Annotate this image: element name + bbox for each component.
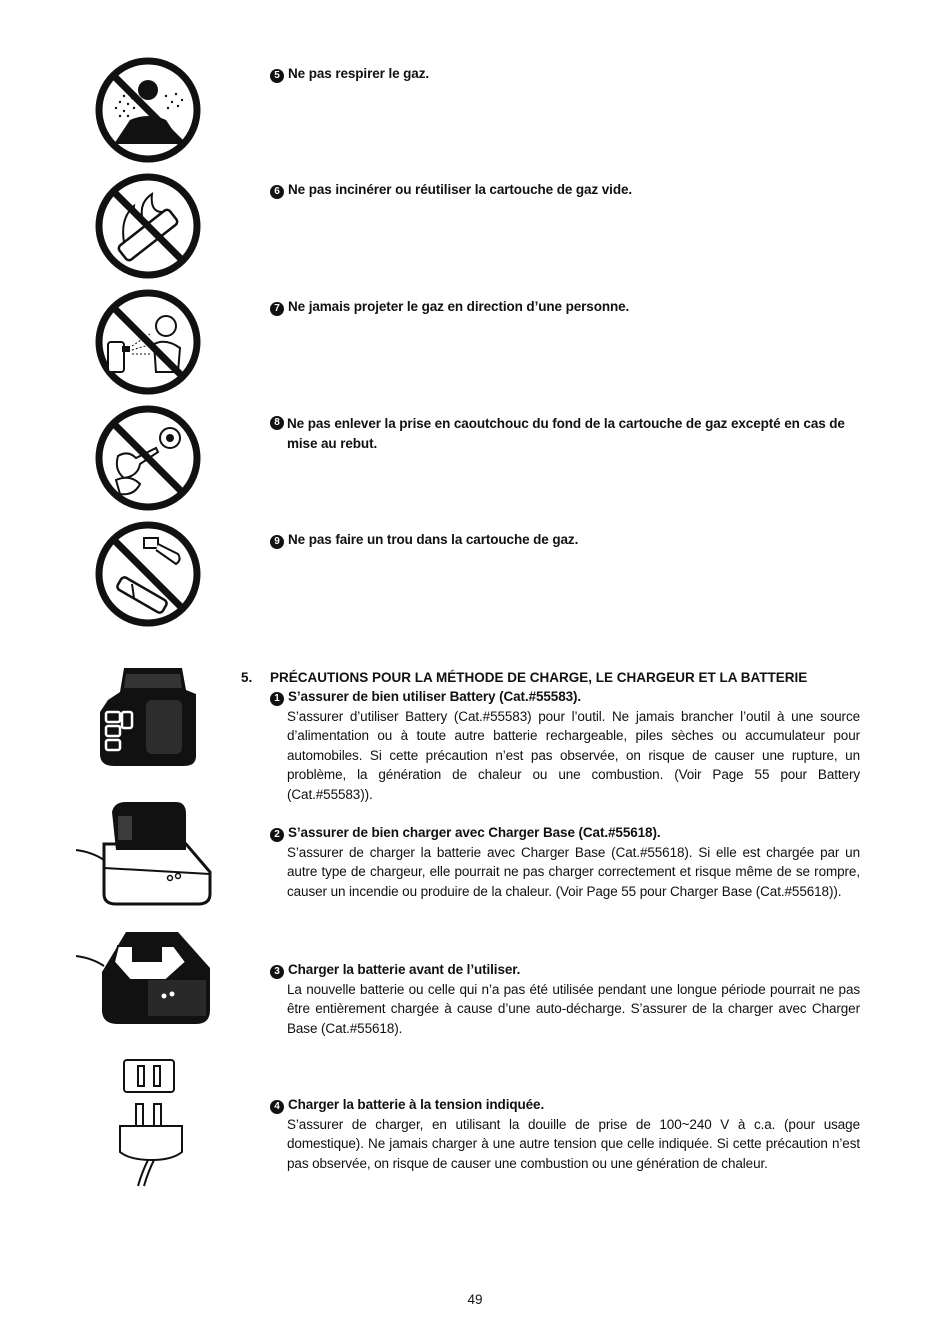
precaution-title-row [270, 687, 860, 707]
warning-item-9 [270, 530, 860, 550]
precaution-title: Charger la batterie à la tension indiquée. [288, 1097, 545, 1112]
power-outlet-plug-icon [112, 1056, 192, 1188]
item-number-badge: 7 [270, 302, 284, 316]
no-spray-person-icon [94, 288, 202, 396]
precaution-item-3 [270, 960, 860, 1038]
precaution-title: Charger la batterie avant de l’utiliser. [288, 962, 521, 977]
precaution-item-4 [270, 1095, 860, 1173]
no-remove-plug-icon [94, 404, 202, 512]
item-number-badge: 1 [270, 692, 284, 706]
warning-item-5 [270, 64, 860, 84]
item-number-badge: 9 [270, 535, 284, 549]
no-incinerate-icon [94, 172, 202, 280]
battery-icon [94, 660, 206, 772]
precaution-title-row [270, 823, 860, 843]
precaution-title: S’assurer de bien utiliser Battery (Cat.#55583). [288, 689, 582, 704]
precaution-item-2 [270, 823, 860, 901]
charger-empty-icon [74, 928, 214, 1036]
item-number-badge: 8 [270, 416, 284, 430]
warning-title: Ne pas respirer le gaz. [288, 66, 430, 81]
item-number-badge: 4 [270, 1100, 284, 1114]
item-number-badge: 3 [270, 965, 284, 979]
warning-item-6 [270, 180, 860, 200]
precaution-body: S’assurer d’utiliser Battery (Cat.#55583) pour l’outil. Ne jamais brancher l’outil à une source d’alimentation ou à toute autre batterie rechargeable, piles sèches ou accumulateur pour automobiles. Si cette précaution n’est pas observée, on risque de causer une rupture, un problème, la génération de chaleur ou une combustion. (Voir Page 55 pour Battery (Cat.#55583)). [287, 708, 860, 802]
no-puncture-icon [94, 520, 202, 628]
precaution-title-row [270, 1095, 860, 1115]
precaution-body: La nouvelle batterie ou celle qui n’a pas été utilisée pendant une longue période pourrait ne pas être entièrement chargée à cause d’une auto-décharge. S’assurer de la charger avec Charger Base (Cat.#55618). [287, 981, 860, 1036]
precaution-body: S’assurer de charger la batterie avec Charger Base (Cat.#55618). Si elle est chargée par un autre type de chargeur, elle pourrait ne pas charger correctement et risque même de se rompre, causer un incendie ou produire de la chaleur. (Voir Page 55 pour Charger Base (Cat.#55618)). [287, 844, 860, 899]
precaution-body: S’assurer de charger, en utilisant la douille de prise de 100~240 V à c.a. (pour usage domestique). Ne jamais charger à une autre tension que celle indiquée. Si cette précaution n’est pas observée, on risque de causer une combustion ou une génération de chaleur. [287, 1116, 860, 1171]
page-number: 49 [467, 1292, 483, 1307]
precaution-title: S’assurer de bien charger avec Charger Base (Cat.#55618). [288, 825, 661, 840]
precaution-item-1 [270, 687, 860, 804]
item-number-badge: 5 [270, 69, 284, 83]
warning-title: Ne pas incinérer ou réutiliser la cartouche de gaz vide. [288, 182, 633, 197]
warning-item-8 [270, 414, 860, 453]
precaution-title-row [270, 960, 860, 980]
section-number: 5. [241, 670, 253, 685]
warning-title: Ne jamais projeter le gaz en direction d’une personne. [288, 299, 630, 314]
no-inhale-gas-icon [94, 56, 202, 164]
item-number-badge: 2 [270, 828, 284, 842]
item-number-badge: 6 [270, 185, 284, 199]
warning-title: Ne pas faire un trou dans la cartouche de gaz. [288, 532, 579, 547]
warning-title: Ne pas enlever la prise en caoutchouc du fond de la cartouche de gaz excepté en cas de mise au rebut. [287, 416, 845, 451]
warning-item-7 [270, 297, 860, 317]
section-heading: PRÉCAUTIONS POUR LA MÉTHODE DE CHARGE, LE CHARGEUR ET LA BATTERIE [270, 670, 808, 685]
charger-with-battery-icon [74, 798, 214, 910]
